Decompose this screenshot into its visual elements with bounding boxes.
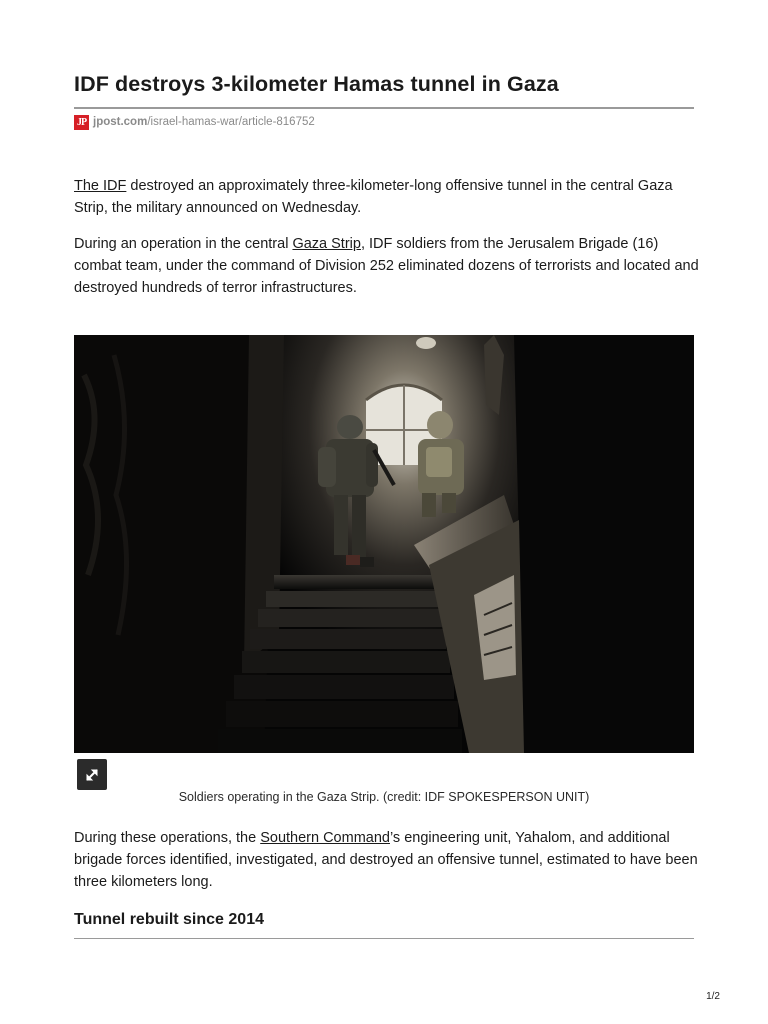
expand-image-button[interactable] — [77, 759, 107, 790]
source-path[interactable]: /israel-hamas-war/article-816752 — [147, 116, 315, 128]
paragraph-3-after: ’s engineering unit, Yahalom, and additional brigade forces identified, investigated, and destroyed an offensive tunnel, estimated to have been three kilometers long. — [74, 830, 698, 890]
section-subheading: Tunnel rebuilt since 2014 — [74, 911, 264, 928]
paragraph-3 — [74, 827, 699, 893]
paragraph-2-after: , IDF soldiers from the Jerusalem Brigade (16) combat team, under the command of Division 252 eliminated dozens of terrorists and located and destroyed hundreds of terror infrastructures. — [74, 236, 699, 296]
link-gaza-strip[interactable]: Gaza Strip — [292, 236, 361, 252]
paragraph-2-before: During an operation in the central — [74, 236, 293, 252]
source-domain[interactable]: jpost.com — [93, 116, 148, 128]
paragraph-1-text: destroyed an approximately three-kilometer-long offensive tunnel in the central Gaza Strip, the military announced on Wednesday. — [74, 178, 673, 216]
image-caption: Soldiers operating in the Gaza Strip. (credit: IDF SPOKESPERSON UNIT) — [178, 790, 590, 804]
link-southern-command[interactable]: Southern Command — [260, 830, 390, 846]
title-divider — [74, 107, 694, 109]
paragraph-2 — [74, 233, 699, 299]
paragraph-1 — [74, 175, 699, 219]
article-title: IDF destroys 3-kilometer Hamas tunnel in Gaza — [74, 72, 559, 96]
paragraph-3-before: During these operations, the — [74, 830, 261, 846]
jpost-logo-icon: JP — [74, 115, 89, 130]
source-line[interactable] — [74, 114, 315, 130]
expand-arrows-icon — [83, 766, 101, 784]
article-photo[interactable] — [74, 335, 694, 753]
subheading-divider — [74, 938, 694, 939]
soldiers-photo-illustration — [74, 335, 694, 753]
page-number: 1/2 — [706, 991, 720, 1002]
link-the-idf[interactable]: The IDF — [74, 178, 127, 194]
